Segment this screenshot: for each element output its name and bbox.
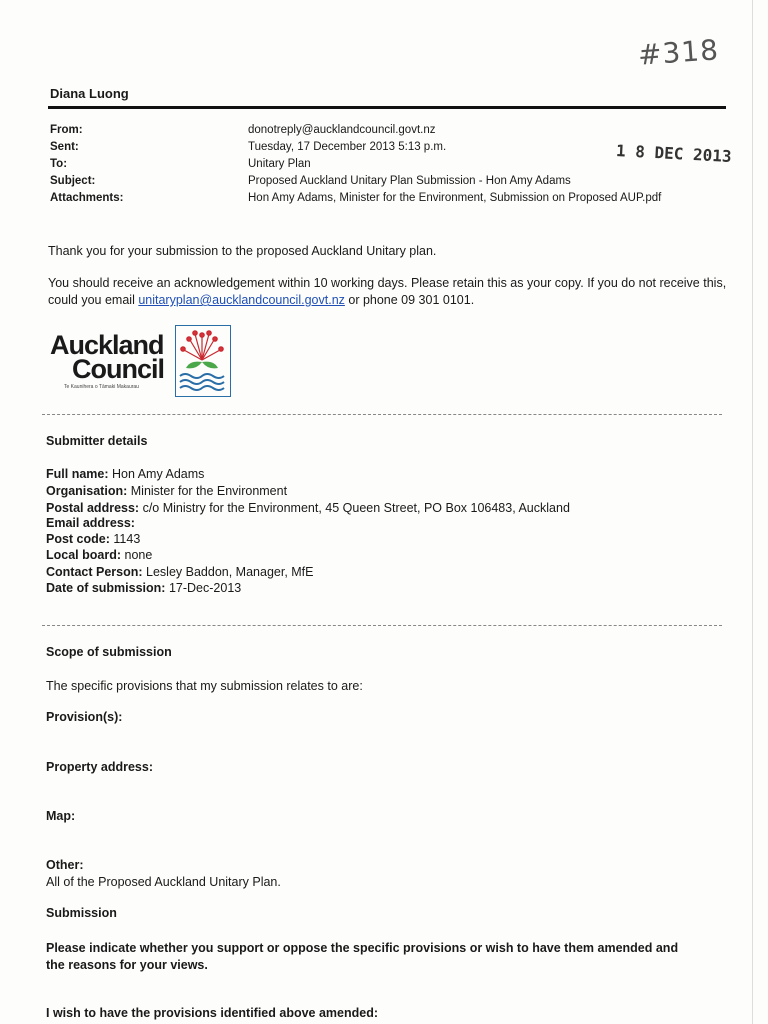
acknowledgement-part1: You should receive an acknowledgement within 10 working days. Please retain this as your copy. If you do not receive this, could you email <box>48 276 727 307</box>
full-name-field: Full name: Hon Amy Adams <box>46 467 205 481</box>
section-divider <box>42 414 722 415</box>
logo-word-auckland: Auckland <box>50 330 164 360</box>
submitter-details-title: Submitter details <box>46 434 148 448</box>
section-divider <box>42 625 722 626</box>
email-address-field: Email address: <box>46 516 135 530</box>
logo-tagline: Te Kaunihera o Tāmaki Makaurau <box>64 384 139 390</box>
attachments-label: Attachments: <box>50 192 124 204</box>
subject-value: Proposed Auckland Unitary Plan Submission - Hon Amy Adams <box>248 175 571 187</box>
to-label: To: <box>50 158 68 170</box>
sent-label: Sent: <box>50 141 79 153</box>
mailbox-owner: Diana Luong <box>50 86 129 101</box>
from-label: From: <box>50 124 83 136</box>
scope-intro: The specific provisions that my submission relates to are: <box>46 679 363 693</box>
scope-title: Scope of submission <box>46 645 172 659</box>
post-code-field: Post code: 1143 <box>46 532 141 546</box>
subject-label: Subject: <box>50 175 96 187</box>
submission-statement: I wish to have the provisions identified above amended: <box>46 1006 379 1020</box>
pohutukawa-emblem-icon <box>175 325 231 397</box>
date-of-submission-field: Date of submission: 17-Dec-2013 <box>46 581 242 595</box>
page-edge <box>752 0 753 1024</box>
provisions-label: Provision(s): <box>46 710 123 724</box>
auckland-council-logo <box>50 324 236 400</box>
contact-person-field: Contact Person: Lesley Baddon, Manager, MfE <box>46 565 314 579</box>
attachments-value: Hon Amy Adams, Minister for the Environment, Submission on Proposed AUP.pdf <box>248 192 662 204</box>
header-rule <box>48 106 726 109</box>
property-address-label: Property address: <box>46 760 153 774</box>
acknowledgement-part2: or phone 09 301 0101. <box>344 293 475 307</box>
from-value: donotreply@aucklandcouncil.govt.nz <box>248 124 436 136</box>
organisation-field: Organisation: Minister for the Environment <box>46 484 288 498</box>
unitary-plan-email-link[interactable]: unitaryplan@aucklandcouncil.govt.nz <box>138 293 345 307</box>
logo-word-council: Council <box>72 354 164 384</box>
sent-value: Tuesday, 17 December 2013 5:13 p.m. <box>248 141 447 153</box>
thank-you-text: Thank you for your submission to the proposed Auckland Unitary plan. <box>48 244 437 258</box>
other-value: All of the Proposed Auckland Unitary Plan. <box>46 875 281 889</box>
submission-title: Submission <box>46 906 117 920</box>
postal-address-field: Postal address: c/o Ministry for the Environment, 45 Queen Street, PO Box 106483, Auckland <box>46 501 570 515</box>
handwritten-note: #318 <box>636 33 720 72</box>
acknowledgement-text <box>48 275 738 309</box>
local-board-field: Local board: none <box>46 548 153 562</box>
to-value: Unitary Plan <box>248 158 311 170</box>
received-date-stamp: 1 8 DEC 2013 <box>615 140 733 167</box>
map-label: Map: <box>46 809 76 823</box>
other-label: Other: <box>46 858 84 872</box>
submission-instruction: Please indicate whether you support or oppose the specific provisions or wish to have them amended and the reasons for your views. <box>46 941 679 972</box>
